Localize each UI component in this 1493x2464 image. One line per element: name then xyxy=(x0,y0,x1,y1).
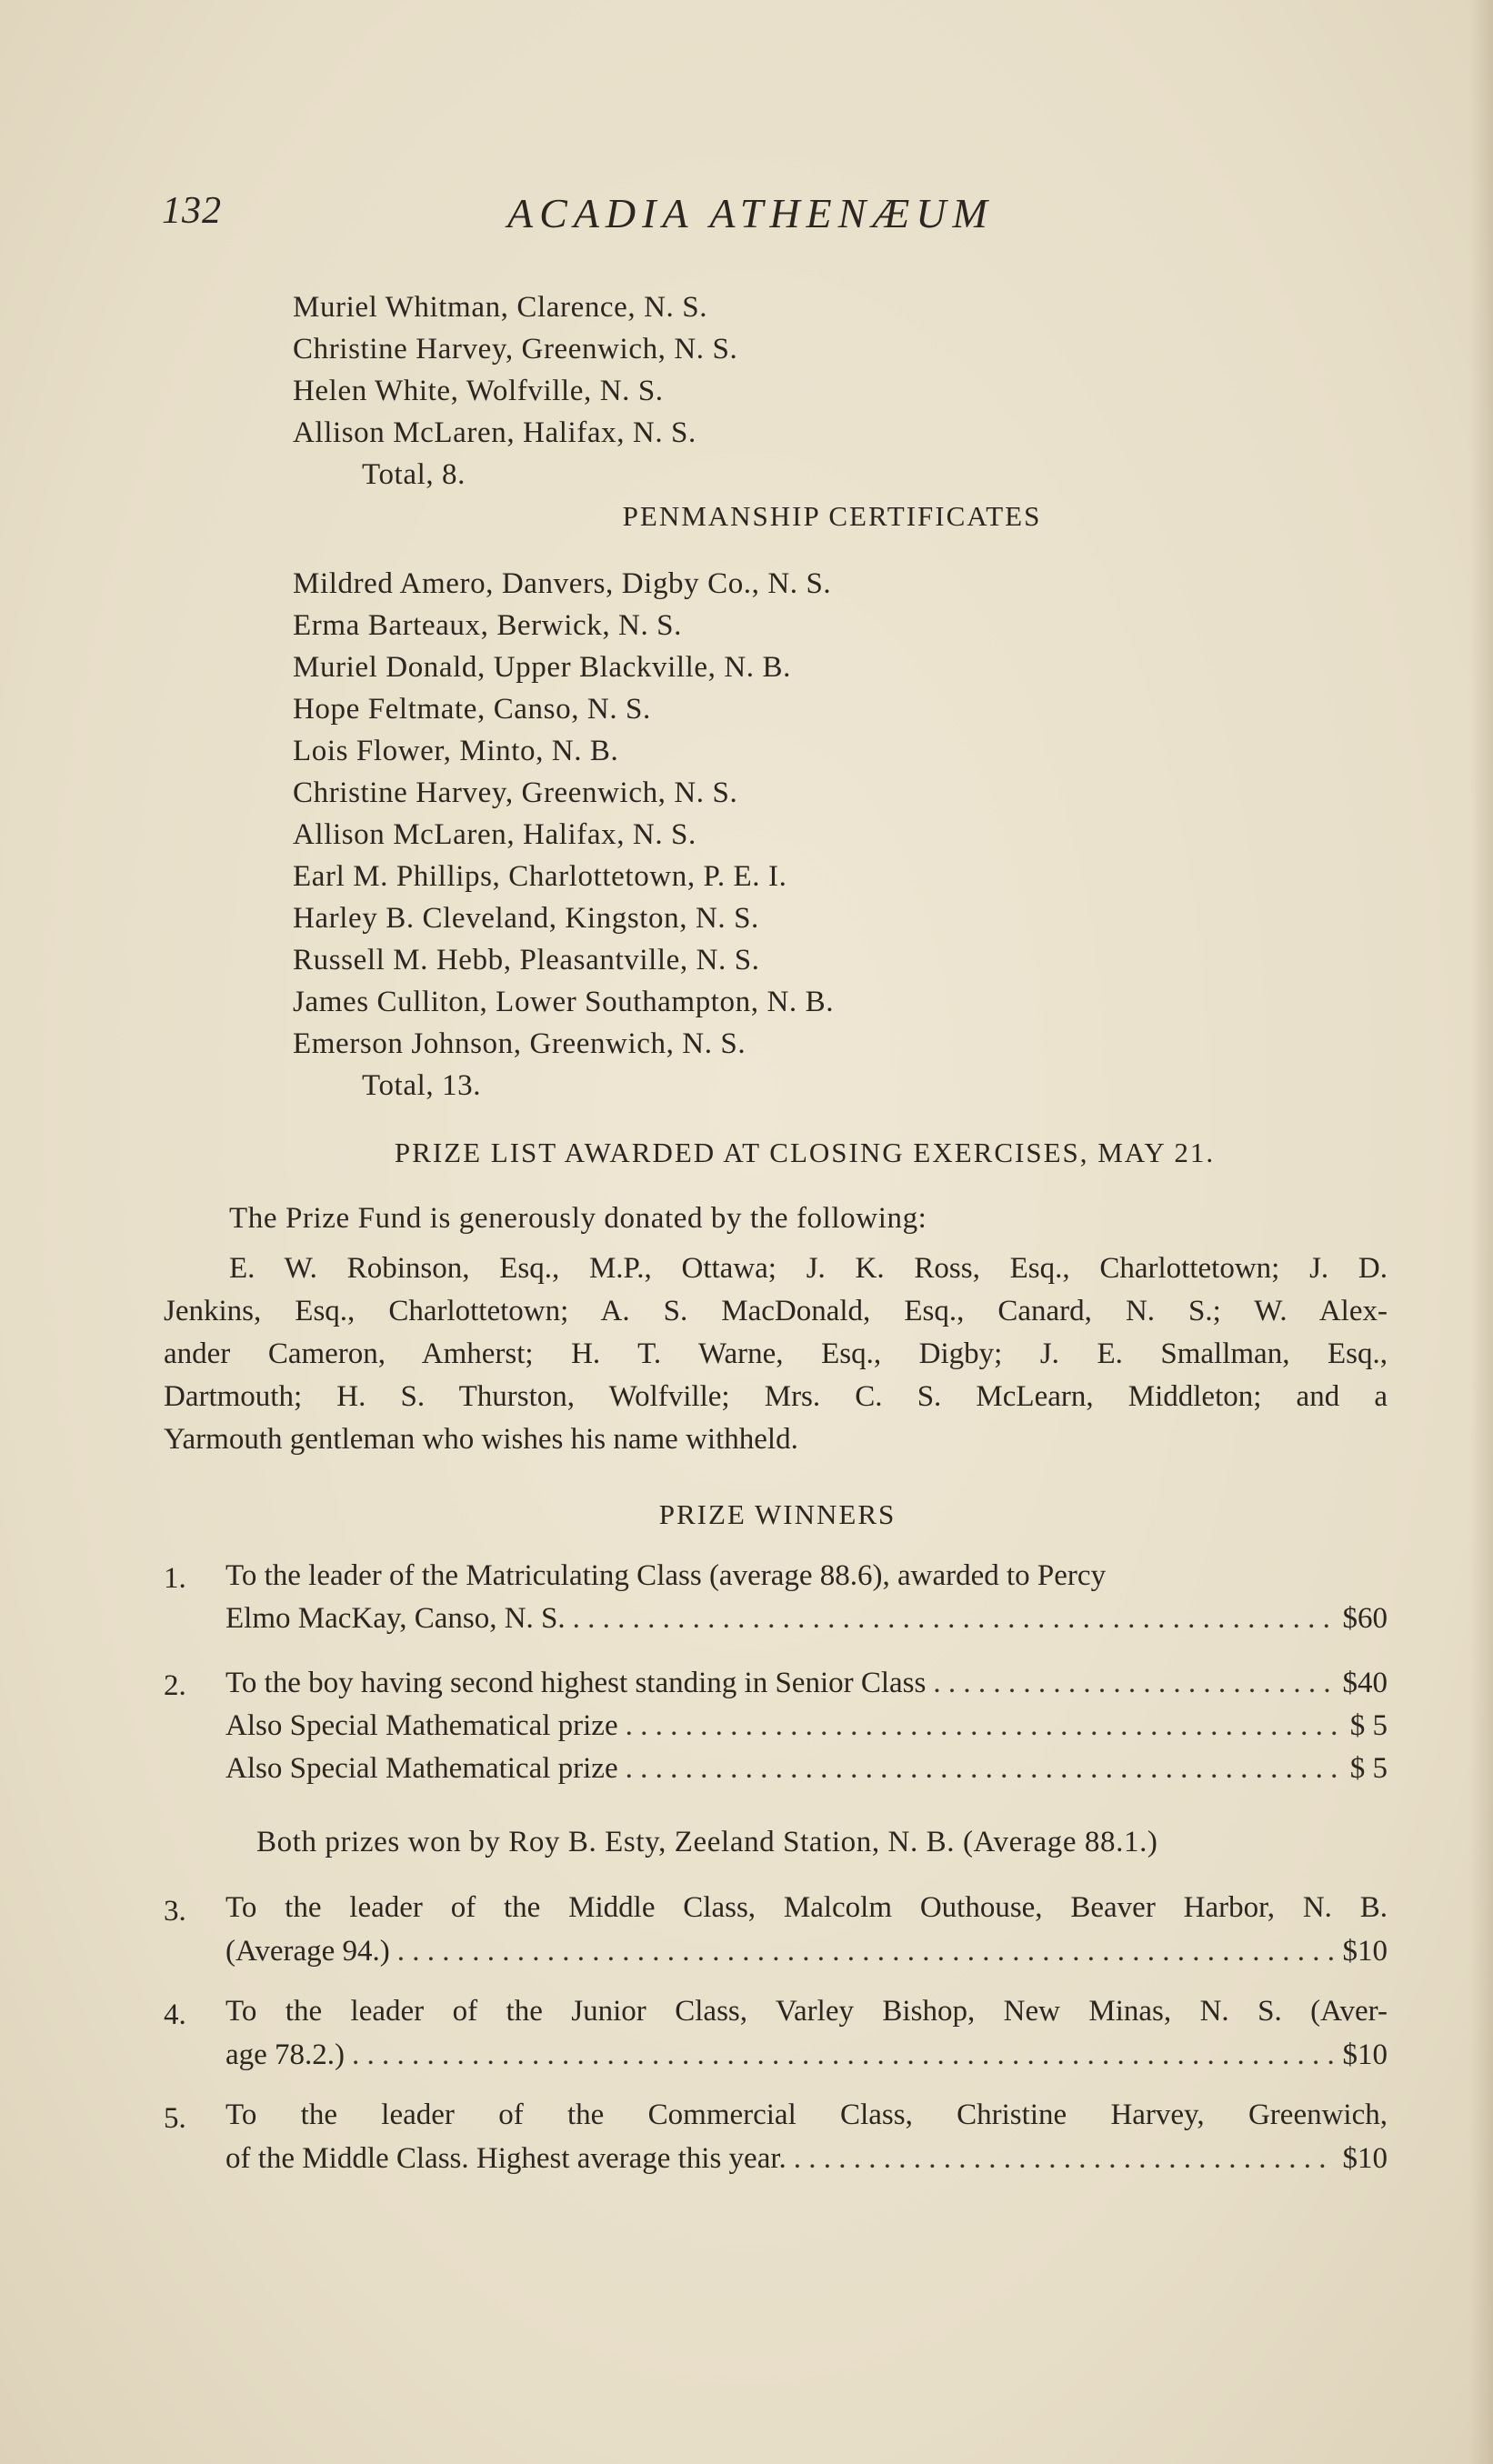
prize-number: 3. xyxy=(164,1895,186,1928)
list-item: Allison McLaren, Halifax, N. S. xyxy=(293,416,696,449)
prize-number: 5. xyxy=(164,2102,186,2135)
prize-number: 2. xyxy=(164,1669,186,1702)
section-heading-prize-list: PRIZE LIST AWARDED AT CLOSING EXERCISES, MAY 21. xyxy=(394,1137,1216,1168)
list-item: Russell M. Hebb, Pleasantville, N. S. xyxy=(293,944,760,977)
prize-amount: $10 xyxy=(1342,1934,1388,1968)
section-heading-penmanship: PENMANSHIP CERTIFICATES xyxy=(622,500,1042,532)
prize-amount: $ 5 xyxy=(1349,1751,1388,1785)
prize-item-3: To the leader of the Middle Class, Malcolm Outhouse, Beaver Harbor, N. B. (Average 94.) . . . $10 xyxy=(225,1887,1388,1972)
list-item: Emerson Johnson, Greenwich, N. S. xyxy=(293,1027,746,1060)
list-item: Christine Harvey, Greenwich, N. S. xyxy=(293,333,738,366)
running-header xyxy=(162,189,1389,244)
page-edge-shadow xyxy=(1469,0,1493,2464)
list-item: James Culliton, Lower Southampton, N. B. xyxy=(293,986,835,1018)
list-total: Total, 8. xyxy=(362,458,466,491)
list-item: Muriel Whitman, Clarence, N. S. xyxy=(293,291,708,324)
prize-amount: $10 xyxy=(1342,2038,1388,2071)
prize-amount: $ 5 xyxy=(1349,1708,1388,1742)
list-item: Allison McLaren, Halifax, N. S. xyxy=(293,818,696,851)
list-item: Muriel Donald, Upper Blackville, N. B. xyxy=(293,651,791,684)
section-heading-prize-winners: PRIZE WINNERS xyxy=(658,1498,897,1530)
list-item: Erma Barteaux, Berwick, N. S. xyxy=(293,609,682,642)
list-total: Total, 13. xyxy=(362,1069,482,1102)
prize-amount: $10 xyxy=(1342,2141,1388,2175)
list-item: Helen White, Wolfville, N. S. xyxy=(293,375,664,407)
page-number: 132 xyxy=(162,190,222,232)
prize-fund-intro: The Prize Fund is generously donated by the following: xyxy=(229,1202,927,1235)
prize-item-1: To the leader of the Matriculating Class (average 88.6), awarded to Percy Elmo MacKay, Canso, N. S. . . . $60 xyxy=(225,1554,1388,1639)
prize-item-4: To the leader of the Junior Class, Varley Bishop, New Minas, N. S. (Aver- age 78.2.) . . . $10 xyxy=(225,1990,1388,2076)
prize-number: 4. xyxy=(164,1998,186,2031)
list-item: Lois Flower, Minto, N. B. xyxy=(293,735,619,767)
list-item: Christine Harvey, Greenwich, N. S. xyxy=(293,776,738,809)
prize-amount: $60 xyxy=(1342,1601,1388,1635)
prize-item-5: To the leader of the Commercial Class, Christine Harvey, Greenwich, of the Middle Class. Highest average this year. . . . $10 xyxy=(225,2094,1388,2179)
list-item: Mildred Amero, Danvers, Digby Co., N. S. xyxy=(293,567,832,600)
prize-number: 1. xyxy=(164,1562,186,1595)
prize-item-2: To the boy having second highest standing in Senior Class . . . $40 Also Special Mathematical prize . . . $ 5 Also Special Mathematical prize . . . $ 5 xyxy=(225,1661,1388,1789)
prize-amount: $40 xyxy=(1342,1666,1388,1699)
donors-paragraph: E. W. Robinson, Esq., M.P., Ottawa; J. K. Ross, Esq., Charlottetown; J. D. Jenkins, Esq., Charlottetown; A. S. MacDonald, Esq., Canard, N. S.; W. Alex- ander Cameron, Amherst; H. T. Warne, Esq., Digby; J. E. Smallman, Esq., Dartmouth; H. S. Thurston, Wolfville; Mrs. C. S. McLearn, Middleton; and a Yarmouth gentleman who wishes his name withheld. xyxy=(164,1252,1388,1456)
list-item: Harley B. Cleveland, Kingston, N. S. xyxy=(293,902,759,935)
list-item: Hope Feltmate, Canso, N. S. xyxy=(293,693,651,726)
running-title: ACADIA ATHENÆUM xyxy=(507,190,994,236)
prize-note: Both prizes won by Roy B. Esty, Zeeland Station, N. B. (Average 88.1.) xyxy=(256,1826,1158,1858)
list-item: Earl M. Phillips, Charlottetown, P. E. I. xyxy=(293,860,787,893)
